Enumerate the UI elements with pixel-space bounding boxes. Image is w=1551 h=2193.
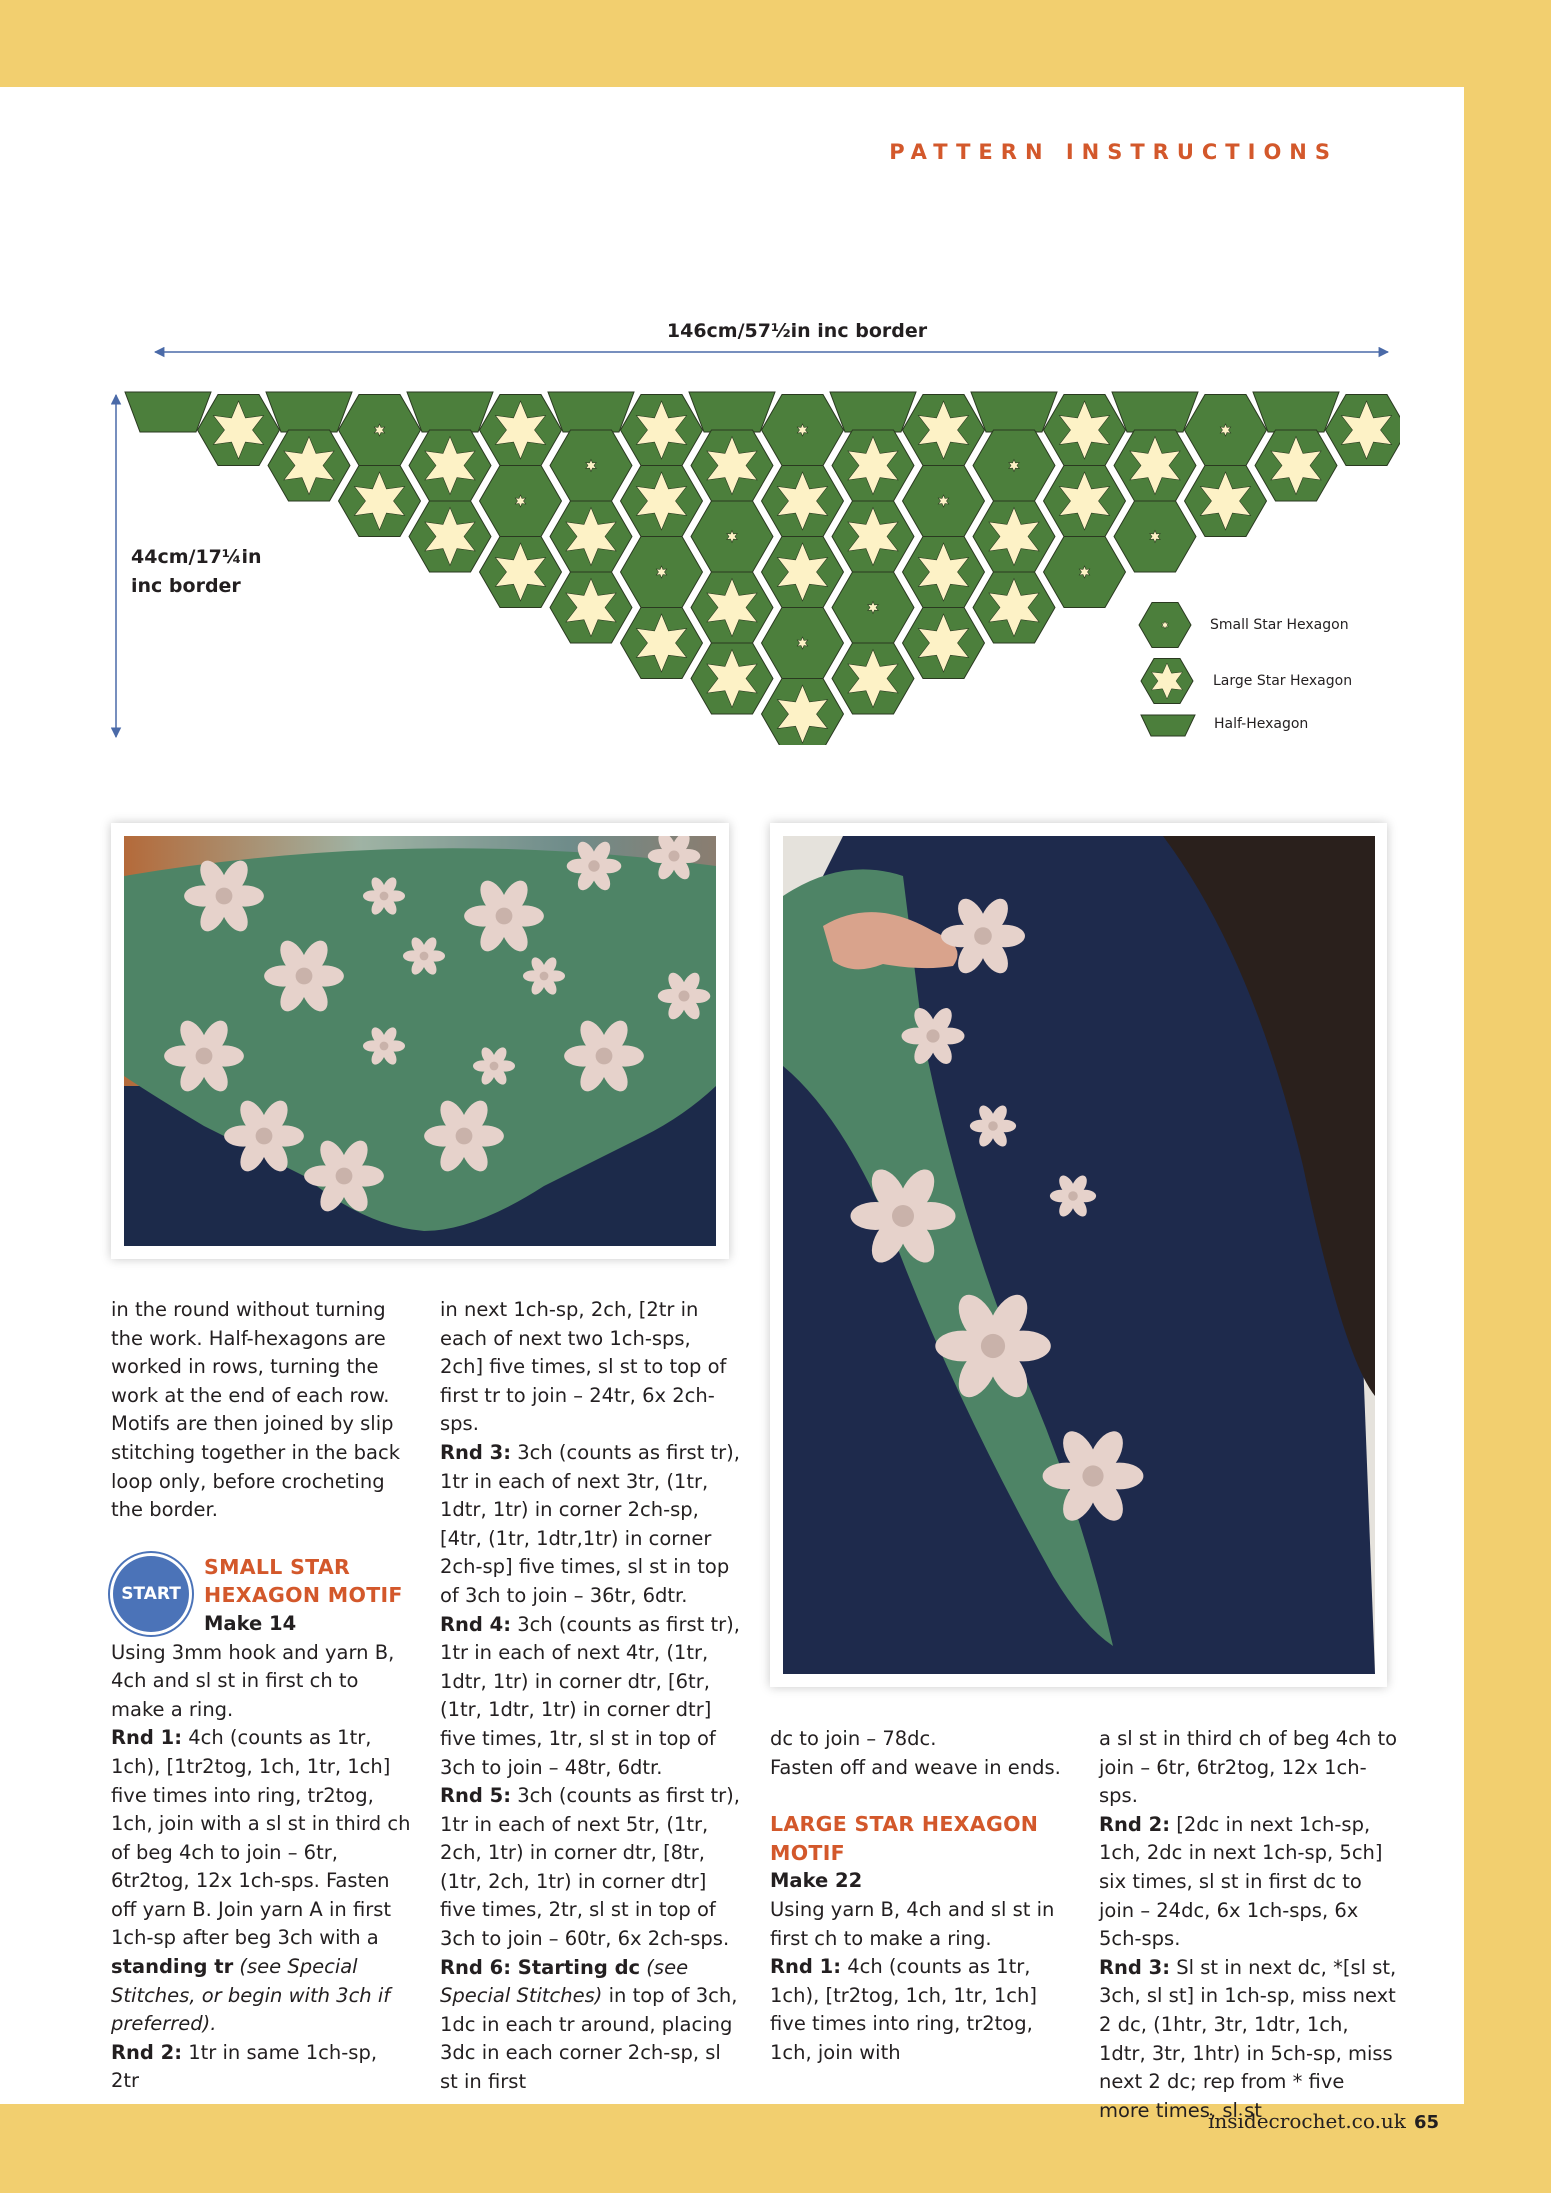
half-hexagon [125,392,211,432]
crochet-flower-center [496,908,513,925]
legend-label-large: Large Star Hexagon [1213,673,1353,689]
round-text: 3ch (counts as first tr), 1tr in each of next 5tr, (1tr, 2ch, 1tr) in corner dtr, [8tr, (1tr, 2ch, 1tr) in corner dtr] five times, 2tr, sl st in top of 3ch to join – 60tr, 6x 2ch-sps. [440,1784,740,1951]
round-text: 4ch (counts as 1tr, 1ch), [1tr2tog, 1ch, 1tr, 1ch] five times into ring, tr2tog, 1ch, join with a sl st in third ch of beg 4ch to join – 6tr, 6tr2tog, 12x 1ch-sps. Fasten off yarn B. Join yarn A in first 1ch-sp after beg 3ch with a [111,1726,411,1950]
crochet-flower-center [196,1048,213,1065]
half-hexagon [407,392,493,432]
small-rnd1 [111,1724,411,2039]
small-rnd4 [440,1611,740,1783]
small-rnd2-cont: in next 1ch-sp, 2ch, [2tr in each of next two 1ch-sps, 2ch] five times, sl st to top of first tr to join – 24tr, 6x 2ch-sps. [440,1298,727,1436]
text-column-1 [111,1296,411,2096]
legend-label-small: Small Star Hexagon [1210,617,1349,633]
small-rnd3 [440,1439,740,1611]
round-text: [2dc in next 1ch-sp, 1ch, 2dc in next 1ch-sp, 5ch] six times, sl st in first dc to join – 24dc, 6x 1ch-sps, 6x 5ch-sps. [1099,1812,1383,1951]
width-label: 146cm/57½in inc border [666,320,928,342]
round-label: Rnd 3: [1099,1955,1171,1979]
crochet-flower-center [988,1121,998,1131]
large-rnd3 [1099,1954,1399,2126]
page-number: 65 [1413,2112,1439,2133]
diagram-legend [1139,602,1195,736]
crochet-flower-center [1068,1191,1078,1201]
large-rnd2 [1099,1811,1399,1954]
text-column-3 [770,1725,1070,2068]
crochet-flower-center [490,1062,499,1071]
small-star-heading-line2: HEXAGON MOTIF [204,1583,403,1608]
shawl-back-photo [124,836,716,1246]
crochet-flower-center [981,1334,1005,1358]
start-badge: START [113,1556,189,1632]
crochet-flower-center [336,1168,353,1185]
legend-half-hexagon [1141,715,1195,736]
round-text: in top of 3ch, 1dc in each tr around, placing 3dc in each corner 2ch-sp, sl st in first [440,1984,738,2094]
small-rnd6 [440,1954,740,2097]
crochet-flower-center [380,892,389,901]
small-star-setup: Using 3mm hook and yarn B, 4ch and sl st in first ch to make a ring. [111,1640,395,1721]
crochet-flower-center [456,1128,473,1145]
large-rnd1-cont: a sl st in third ch of beg 4ch to join – 6tr, 6tr2tog, 12x 1ch-sps. [1099,1727,1398,1808]
crochet-flower-center [974,927,992,945]
half-hexagon [689,392,775,432]
round-label: Rnd 2: [1099,1812,1171,1836]
text-column-2 [440,1296,740,2097]
crochet-flower-center [926,1029,939,1042]
round-text: 4ch (counts as 1tr, 1ch), [tr2tog, 1ch, 1tr, 1ch] five times into ring, tr2tog, 1ch, join with [770,1955,1037,2064]
half-hexagon [830,392,916,432]
small-rnd6-cont: dc to join – 78dc. [770,1727,937,1750]
round-italic: (see Special Stitches) [440,1955,689,2008]
crochet-flower-center [669,851,680,862]
round-bold: standing tr [111,1955,234,1979]
small-rnd2 [111,2039,411,2096]
small-star-make: Make 14 [204,1611,297,1635]
crochet-flower-center [256,1128,273,1145]
crochet-flower-center [540,972,549,981]
round-text: 3ch (counts as first tr), 1tr in each of next 4tr, (1tr, 1dtr, 1tr) in corner dtr, [6tr, (1tr, 1dtr, 1tr) in corner dtr] five times, 1tr, sl st in top of 3ch to join – 48tr, 6dtr. [440,1612,740,1779]
site-url: insidecrochet.co.uk [1207,2109,1406,2133]
large-star-heading-line1: LARGE STAR HEXAGON [770,1812,1039,1837]
round-label: Rnd 6: Starting dc [440,1955,641,1979]
large-star-make: Make 22 [770,1869,863,1893]
small-star-heading-line1: SMALL STAR [204,1554,351,1579]
text-column-4 [1099,1725,1399,2125]
round-label: Rnd 1: [111,1726,183,1750]
round-text: 1tr in same 1ch-sp, 2tr [111,2040,378,2093]
shawl-front-photo [783,836,1375,1674]
half-hexagon [548,392,634,432]
crochet-flower-center [296,968,313,985]
small-rnd5 [440,1782,740,1954]
crochet-flower-center [596,1048,613,1065]
crochet-flower-center [216,888,233,905]
half-hexagon [1253,392,1339,432]
page-footer [1208,2109,1439,2133]
crochet-flower-center [420,952,429,961]
large-star-setup: Using yarn B, 4ch and sl st in first ch to make a ring. [770,1897,1055,1950]
motif-grid [125,392,1400,745]
crochet-flower-center [380,1042,389,1051]
round-label: Rnd 3: [440,1440,512,1464]
fasten-off: Fasten off and weave in ends. [770,1755,1061,1779]
shawl-schematic [100,305,1400,745]
round-italic: (see Special Stitches, or begin with 3ch if preferred). [111,1955,391,2036]
large-rnd1 [770,1953,1070,2067]
large-star-heading-line2: MOTIF [770,1840,845,1865]
page-header: PATTERN INSTRUCTIONS [889,140,1338,164]
round-label: Rnd 1: [770,1955,842,1979]
half-hexagon [1112,392,1198,432]
height-label-line1: 44cm/17¼in [131,546,262,568]
round-label: Rnd 4: [440,1612,512,1636]
round-text: Sl st in next dc, *[sl st, 3ch, sl st] in 1ch-sp, miss next 2 dc, (1htr, 3tr, 1dtr, 1ch, 1dtr, 3tr, 1htr) in 5ch-sp, miss next 2 dc; rep from * five more times, sl st [1099,1955,1397,2122]
crochet-flower-center [1082,1465,1103,1486]
half-hexagon [266,392,352,432]
legend-label-half: Half-Hexagon [1214,716,1309,732]
round-label: Rnd 5: [440,1784,512,1808]
round-label: Rnd 2: [111,2040,183,2064]
round-text: 3ch (counts as first tr), 1tr in each of next 3tr, (1tr, 1dtr, 1tr) in corner 2ch-sp, [4tr, (1tr, 1dtr,1tr) in corner 2ch-sp] five times, sl st in top of 3ch to join – 36tr, 6dtr. [440,1440,740,1607]
intro-paragraph: in the round without turning the work. Half-hexagons are worked in rows, turning the work at the end of each row. Motifs are then joined by slip stitching together in the back loop only, before crocheting the border. [111,1298,400,1522]
half-hexagon [971,392,1057,432]
height-label-line2: inc border [131,575,241,597]
crochet-flower-center [679,991,690,1002]
crochet-flower-center [892,1205,914,1227]
crochet-flower-center [588,860,599,871]
